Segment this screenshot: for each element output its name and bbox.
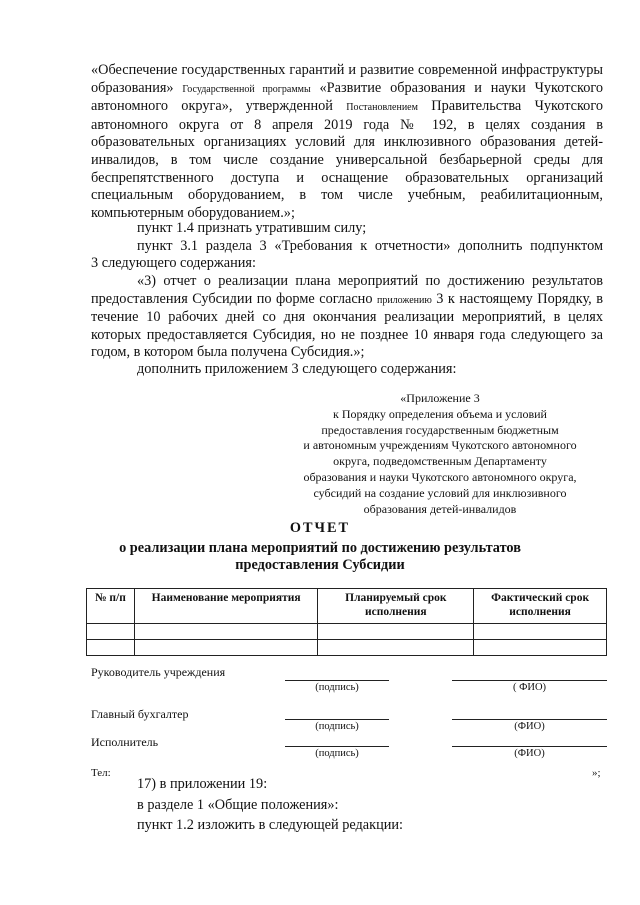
paragraph-program-text [91, 62, 603, 222]
appendix-line: «Приложение 3 [400, 391, 480, 405]
signature-line-executor[interactable] [285, 746, 389, 747]
table-cell[interactable] [318, 624, 474, 640]
table-row [87, 640, 607, 656]
paragraph-point-3-1-cont: 3 следующего содержания: [91, 255, 256, 271]
text-span: Правительства Чукотского автономного округа от 8 апреля 2019 года № 192, в целях создания в образовательных организациях условий для инклюзивного образования детей-инвалидов, в том числе создание универсальной безбарьерной среды для беспрепятственного доступа и оснащение образовательных организаций специальным оборудованием, в том числе учебным, реабилитационным, компьютерным оборудованием.»; [91, 98, 603, 221]
fio-caption: (ФИО) [514, 721, 545, 732]
small-text-span: Постановлением [346, 102, 418, 114]
appendix-line: образования детей-инвалидов [363, 501, 517, 516]
small-text-span: приложению [376, 294, 432, 306]
fio-caption: (ФИО) [514, 748, 545, 759]
signature-label-accountant: Главный бухгалтер [91, 707, 189, 721]
column-header-number: № п/п [87, 589, 135, 624]
fio-caption: ( ФИО) [512, 682, 547, 693]
signature-line-accountant[interactable] [285, 719, 389, 720]
appendix-line: и автономным учреждениям Чукотского автономного [303, 438, 577, 453]
paragraph-point-3-1: пункт 3.1 раздела 3 «Требования к отчетности» дополнить подпунктом [137, 238, 603, 254]
signature-caption: (подпись) [315, 682, 359, 693]
table-cell[interactable] [318, 640, 474, 656]
fio-line-accountant[interactable] [452, 719, 607, 720]
appendix-line: субсидий на создание условий для инклюзивного [313, 485, 567, 500]
appendix-line: округа, подведомственным Департаменту [333, 454, 547, 469]
paragraph-point-1-4: пункт 1.4 признать утратившим силу; [137, 220, 367, 236]
signature-caption: (подпись) [315, 721, 359, 732]
report-table [86, 588, 607, 656]
table-header-row [87, 589, 607, 624]
fio-line-executor[interactable] [452, 746, 607, 747]
column-header-actual-date: Фактический срок исполнения [474, 589, 607, 624]
paragraph-add-appendix: дополнить приложением 3 следующего содержания: [137, 361, 457, 377]
text-span: «3) отчет о реализации плана мероприятий по достижению результатов предоставления Субсидии по форме согласно [91, 273, 603, 307]
signature-caption: (подпись) [315, 748, 359, 759]
fio-line-head[interactable] [452, 680, 607, 681]
report-subtitle-line2: предоставления Субсидии [235, 557, 405, 573]
report-subtitle-line1: о реализации плана мероприятий по достижению результатов [119, 540, 521, 556]
report-title: ОТЧЕТ [289, 520, 351, 536]
signature-label-executor: Исполнитель [91, 735, 159, 749]
text-span: «Развитие образования и науки Чукотского автономного округа», утвержденной [91, 79, 603, 115]
column-header-planned-date: Планируемый срок исполнения [318, 589, 474, 624]
table-cell[interactable] [134, 640, 318, 656]
table-row [87, 624, 607, 640]
appendix-line: образования и науки Чукотского автономного округа, [303, 469, 577, 484]
table-cell[interactable] [474, 640, 607, 656]
paragraph-appendix-19: 17) в приложении 19: [137, 776, 268, 792]
text-span: 3 к настоящему Порядку, в течение 10 рабочих дней со дня окончания реализации мероприятий, в целях которых предоставляется Субсидия, но не позднее 10 января года следующего за годом, в котором была получена Субсидия.»; [91, 290, 603, 361]
paragraph-section-1: в разделе 1 «Общие положения»: [137, 797, 339, 813]
paragraph-point-1-2: пункт 1.2 изложить в следующей редакции: [137, 817, 404, 833]
column-header-activity: Наименование мероприятия [134, 589, 318, 624]
paragraph-subpoint-3 [91, 273, 603, 362]
table-cell[interactable] [474, 624, 607, 640]
table-cell[interactable] [134, 624, 318, 640]
text-span: «Обеспечение государственных гарантий и развитие современной инфраструктуры образования» [91, 62, 603, 96]
small-text-span: Государственной программы [182, 83, 311, 95]
appendix-line: предоставления государственным бюджетным [321, 422, 559, 437]
table-cell[interactable] [87, 624, 135, 640]
tel-label: Тел: [91, 767, 111, 779]
appendix-header [270, 391, 610, 517]
signature-line-head[interactable] [285, 680, 389, 681]
tel-closing-quote: »; [592, 767, 601, 779]
table-cell[interactable] [87, 640, 135, 656]
signature-label-head: Руководитель учреждения [91, 665, 226, 679]
appendix-line: к Порядку определения объема и условий [333, 406, 547, 421]
